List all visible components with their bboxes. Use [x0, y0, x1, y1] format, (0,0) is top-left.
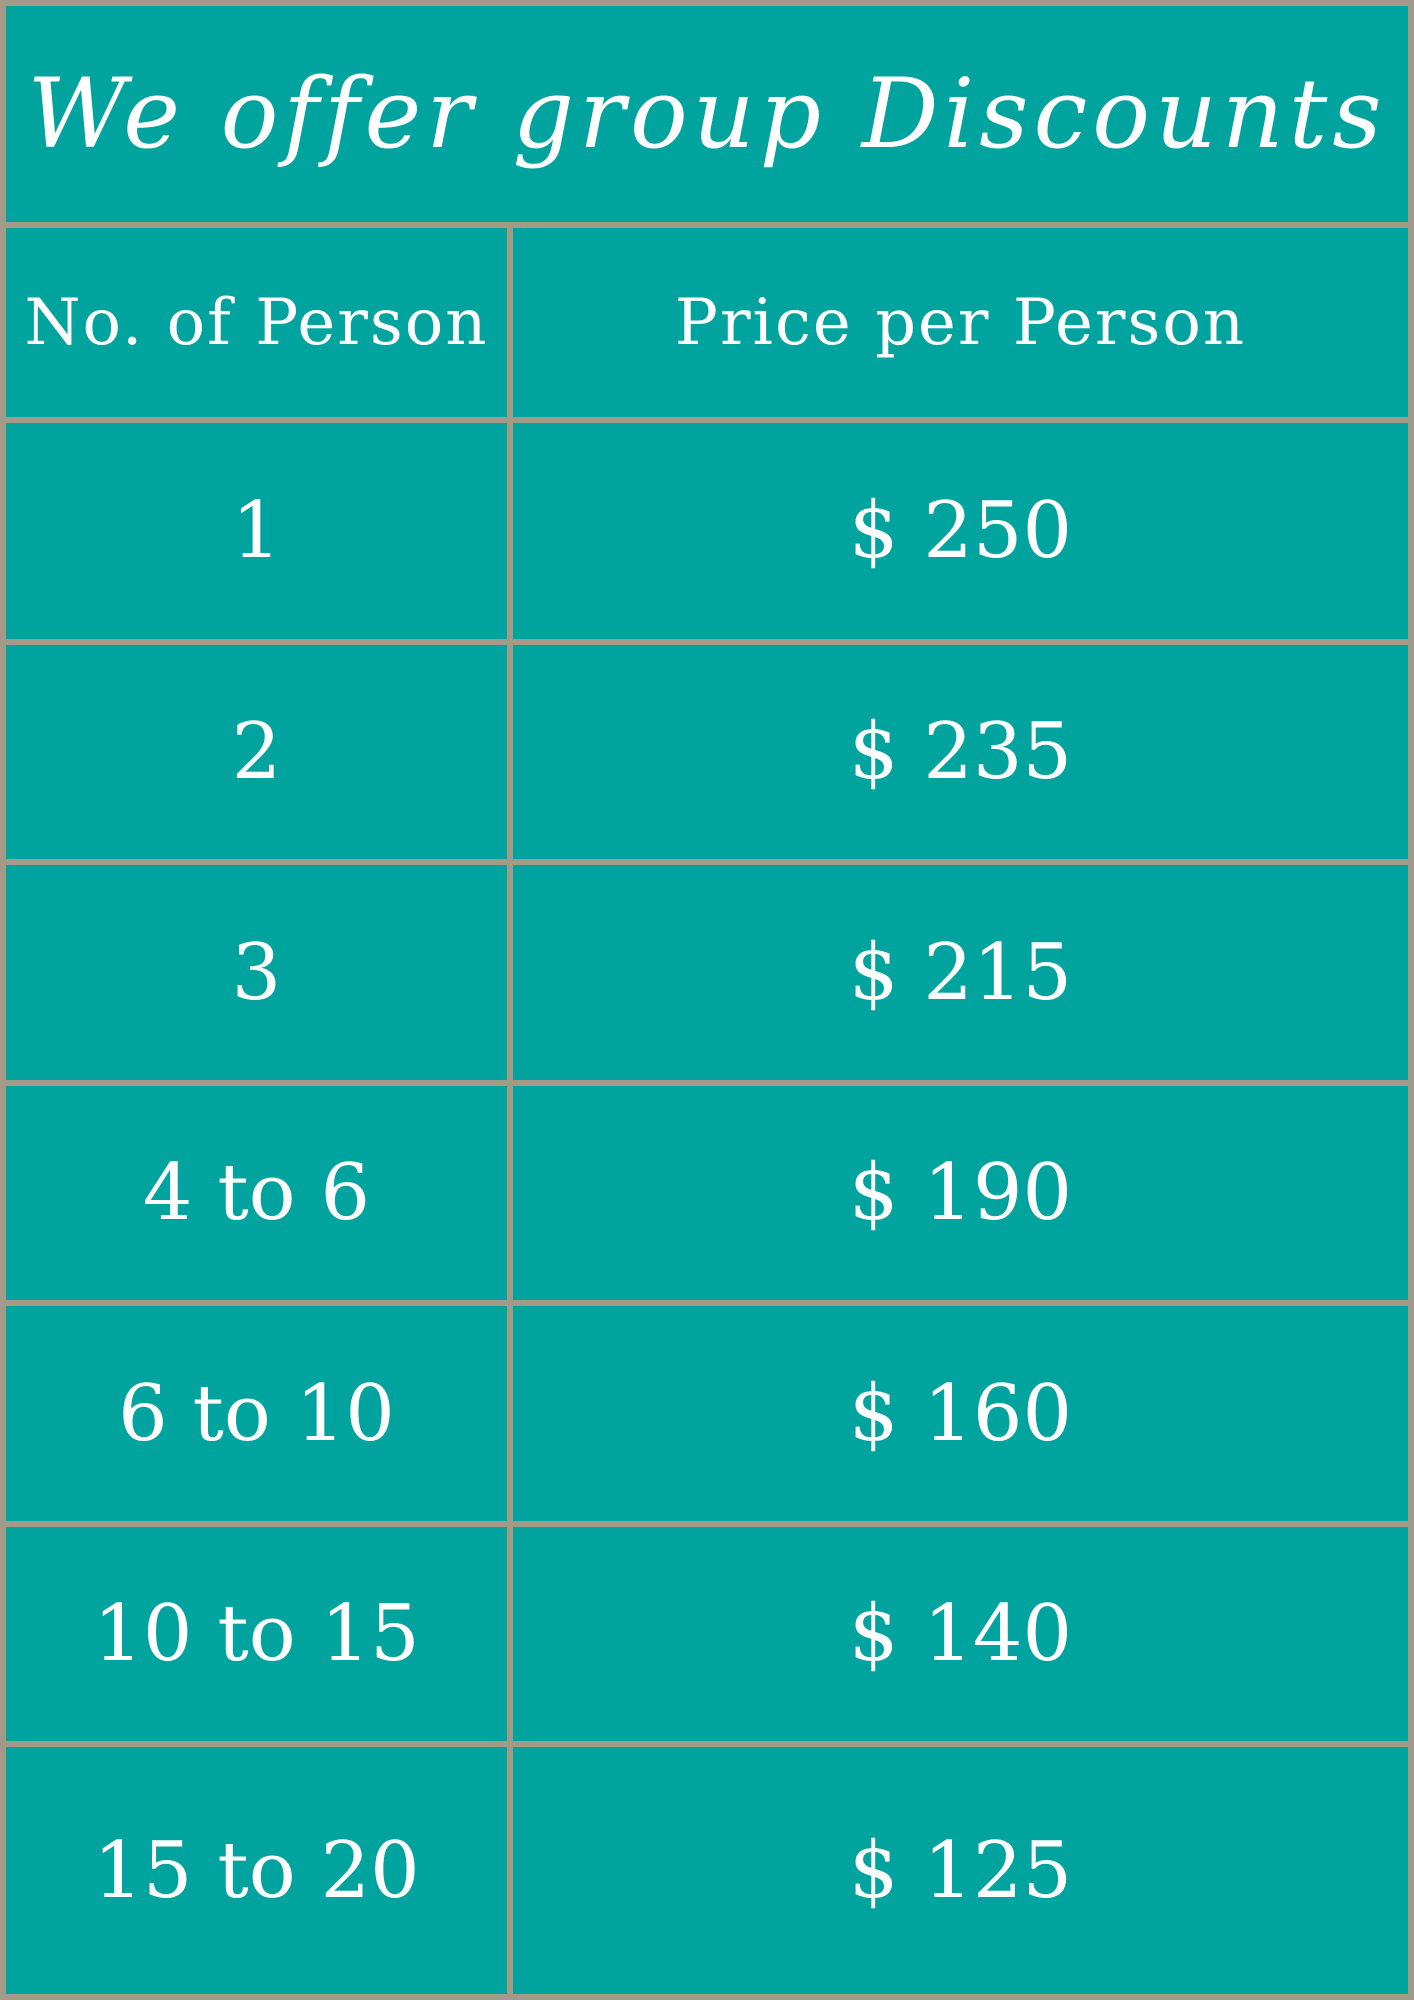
table-row-price — [513, 645, 1408, 859]
price-value: $ 250 — [848, 486, 1073, 576]
title-cell — [6, 6, 1408, 222]
persons-value: 6 to 10 — [118, 1368, 395, 1459]
header-price: Price per Person — [674, 285, 1247, 360]
price-value: $ 235 — [848, 707, 1073, 797]
table-row-persons — [6, 645, 507, 859]
table-row-price — [513, 423, 1408, 639]
header-persons: No. of Person — [24, 285, 489, 360]
persons-value: 10 to 15 — [93, 1589, 420, 1679]
table-title: We offer group Discounts — [27, 58, 1387, 170]
persons-value: 1 — [231, 486, 282, 576]
persons-value: 2 — [231, 707, 282, 797]
price-value: $ 190 — [848, 1148, 1073, 1238]
table-row-price — [513, 1306, 1408, 1521]
persons-value: 4 to 6 — [142, 1148, 371, 1238]
header-persons-cell — [6, 228, 507, 417]
persons-value: 15 to 20 — [93, 1825, 420, 1916]
table-row-price — [513, 1747, 1408, 1994]
table-row-persons — [6, 1306, 507, 1521]
persons-value: 3 — [231, 927, 282, 1018]
header-price-cell — [513, 228, 1408, 417]
table-row-persons — [6, 1086, 507, 1300]
price-value: $ 160 — [848, 1368, 1073, 1459]
price-value: $ 140 — [848, 1589, 1073, 1679]
price-value: $ 215 — [848, 927, 1073, 1018]
table-row-persons — [6, 423, 507, 639]
table-row-persons — [6, 1527, 507, 1741]
price-value: $ 125 — [848, 1825, 1073, 1916]
table-row-persons — [6, 1747, 507, 1994]
table-row-price — [513, 1527, 1408, 1741]
table-row-price — [513, 1086, 1408, 1300]
table-row-price — [513, 865, 1408, 1080]
table-row-persons — [6, 865, 507, 1080]
